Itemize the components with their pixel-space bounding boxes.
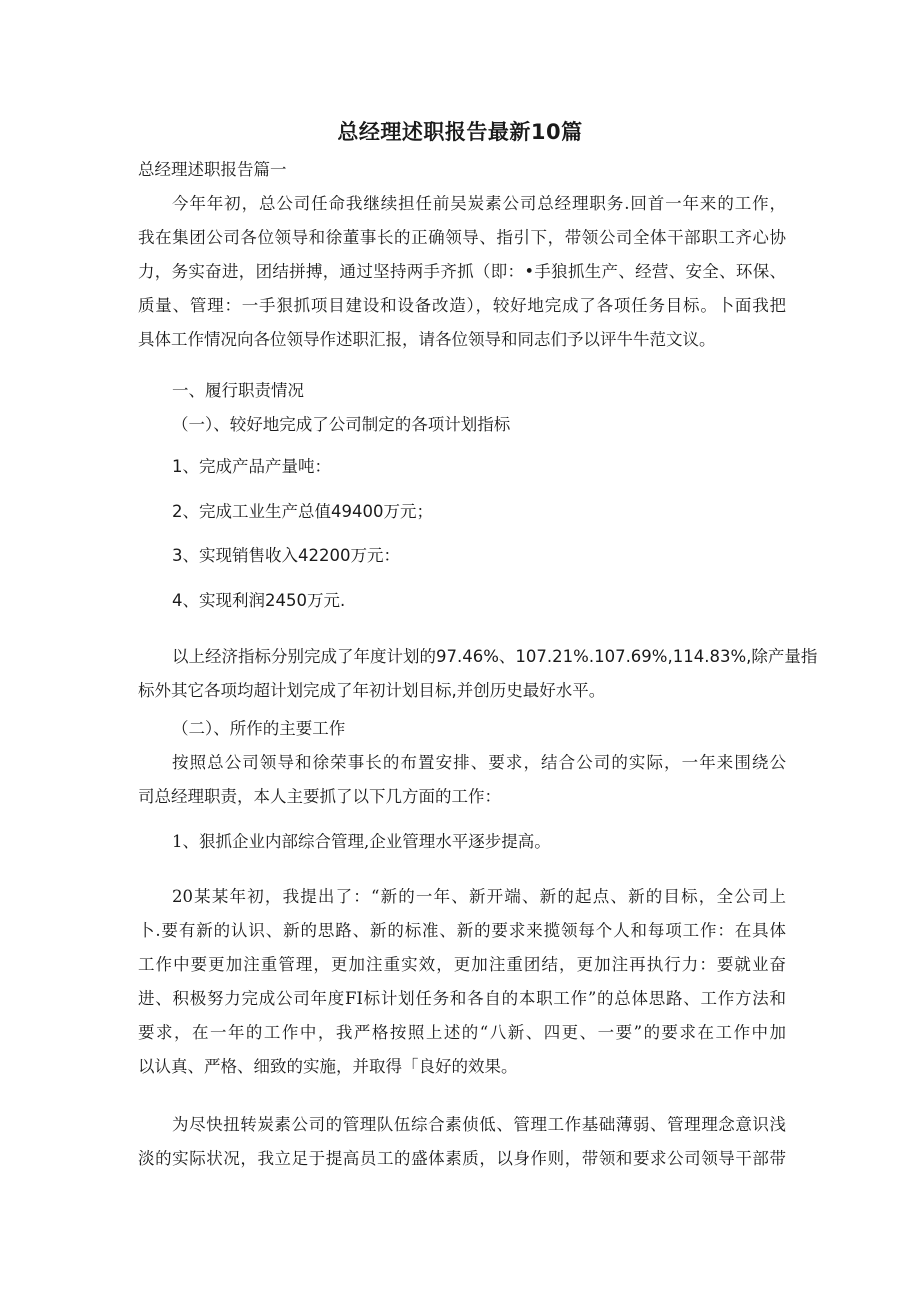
paragraph-line: 卜.要有新的认识、新的思路、新的标准、新的要求来揽领每个人和每项工作：在具体 bbox=[138, 921, 786, 940]
paragraph-line: 要求，在一年的工作中，我严格按照上述的“八新、四更、一要”的要求在工作中加 bbox=[138, 1023, 786, 1042]
paragraph-work bbox=[138, 746, 786, 814]
paragraph-line: 按照总公司领导和徐荣事长的布置安排、要求，结合公司的实际，一年来围绕公 bbox=[172, 753, 786, 772]
list-item: 2、完成工业生产总值49400万元； bbox=[172, 502, 433, 521]
paragraph-line: 以认真、严格、细致的实施，并取得「良好的效果。 bbox=[138, 1057, 518, 1076]
paragraph-indicators bbox=[138, 640, 818, 708]
paragraph-goals bbox=[138, 880, 786, 1084]
subsection-heading: （二）、所作的主要工作 bbox=[172, 719, 346, 738]
paragraph-line: 为尽快扭转炭素公司的管理队伍综合素侦低、管理工作基础薄弱、管理理念意识浅 bbox=[172, 1115, 786, 1134]
paragraph-line: 我在集团公司各位领导和徐董事长的正确领导、指引下，带领公司全体干部职工齐心协 bbox=[138, 228, 786, 247]
paragraph-line: 标外其它各项均超计划完成了年初计划目标,并创历史最好水平。 bbox=[138, 681, 606, 700]
paragraph-line: 司总经理职责，本人主要抓了以下几方面的工作： bbox=[138, 787, 501, 806]
paragraph-line: 淡的实际状况，我立足于提高员工的盛体素质，以身作则，带领和要求公司领导干部带 bbox=[138, 1149, 786, 1168]
list-item: 4、实现利润2450万元. bbox=[172, 591, 346, 610]
paragraph-line: 具体工作情况向各位领导作述职汇报，请各位领导和同志们予以评牛牛范文议。 bbox=[138, 330, 716, 349]
paragraph-line: 今年年初，总公司任命我继续担任前吴炭素公司总经理职务.回首一年来的工作， bbox=[172, 194, 786, 213]
list-item: 1、狠抓企业内部综合管理,企业管理水平逐步提高。 bbox=[172, 832, 551, 851]
document-title: 总经理述职报告最新10篇 bbox=[337, 120, 583, 144]
paragraph-line: 以上经济指标分别完成了年度计划的97.46%、107.21%.107.69%,114.83%,除产量指 bbox=[172, 647, 818, 666]
section-subtitle: 总经理述职报告篇一 bbox=[138, 160, 287, 179]
list-item: 3、实现销售收入42200万元： bbox=[172, 546, 400, 565]
paragraph-management bbox=[138, 1108, 786, 1176]
paragraph-line: 力，务实奋进，团结拼搏，通过坚持两手齐抓（即：•手狼抓生产、经营、安全、环保、 bbox=[138, 262, 786, 281]
paragraph-line: 20某某年初，我提出了：“新的一年、新开端、新的起点、新的目标，全公司上 bbox=[172, 887, 786, 906]
section-heading: 一、履行职责情况 bbox=[172, 381, 304, 400]
list-item: 1、完成产品产量吨： bbox=[172, 457, 331, 476]
subsection-heading: （一）、较好地完成了公司制定的各项计划指标 bbox=[172, 415, 511, 434]
paragraph-line: 质量、管理：一手狠抓项目建设和设备改造），较好地完成了各项任务目标。卜面我把 bbox=[138, 296, 786, 315]
paragraph-line: 进、积极努力完成公司年度FI标计划任务和各自的本职工作”的总体思路、工作方法和 bbox=[138, 989, 786, 1008]
paragraph-intro bbox=[138, 187, 786, 357]
paragraph-line: 工作中要更加注重管理，更加注重实效，更加注重团结，更加注再执行力：要就业奋 bbox=[138, 955, 786, 974]
